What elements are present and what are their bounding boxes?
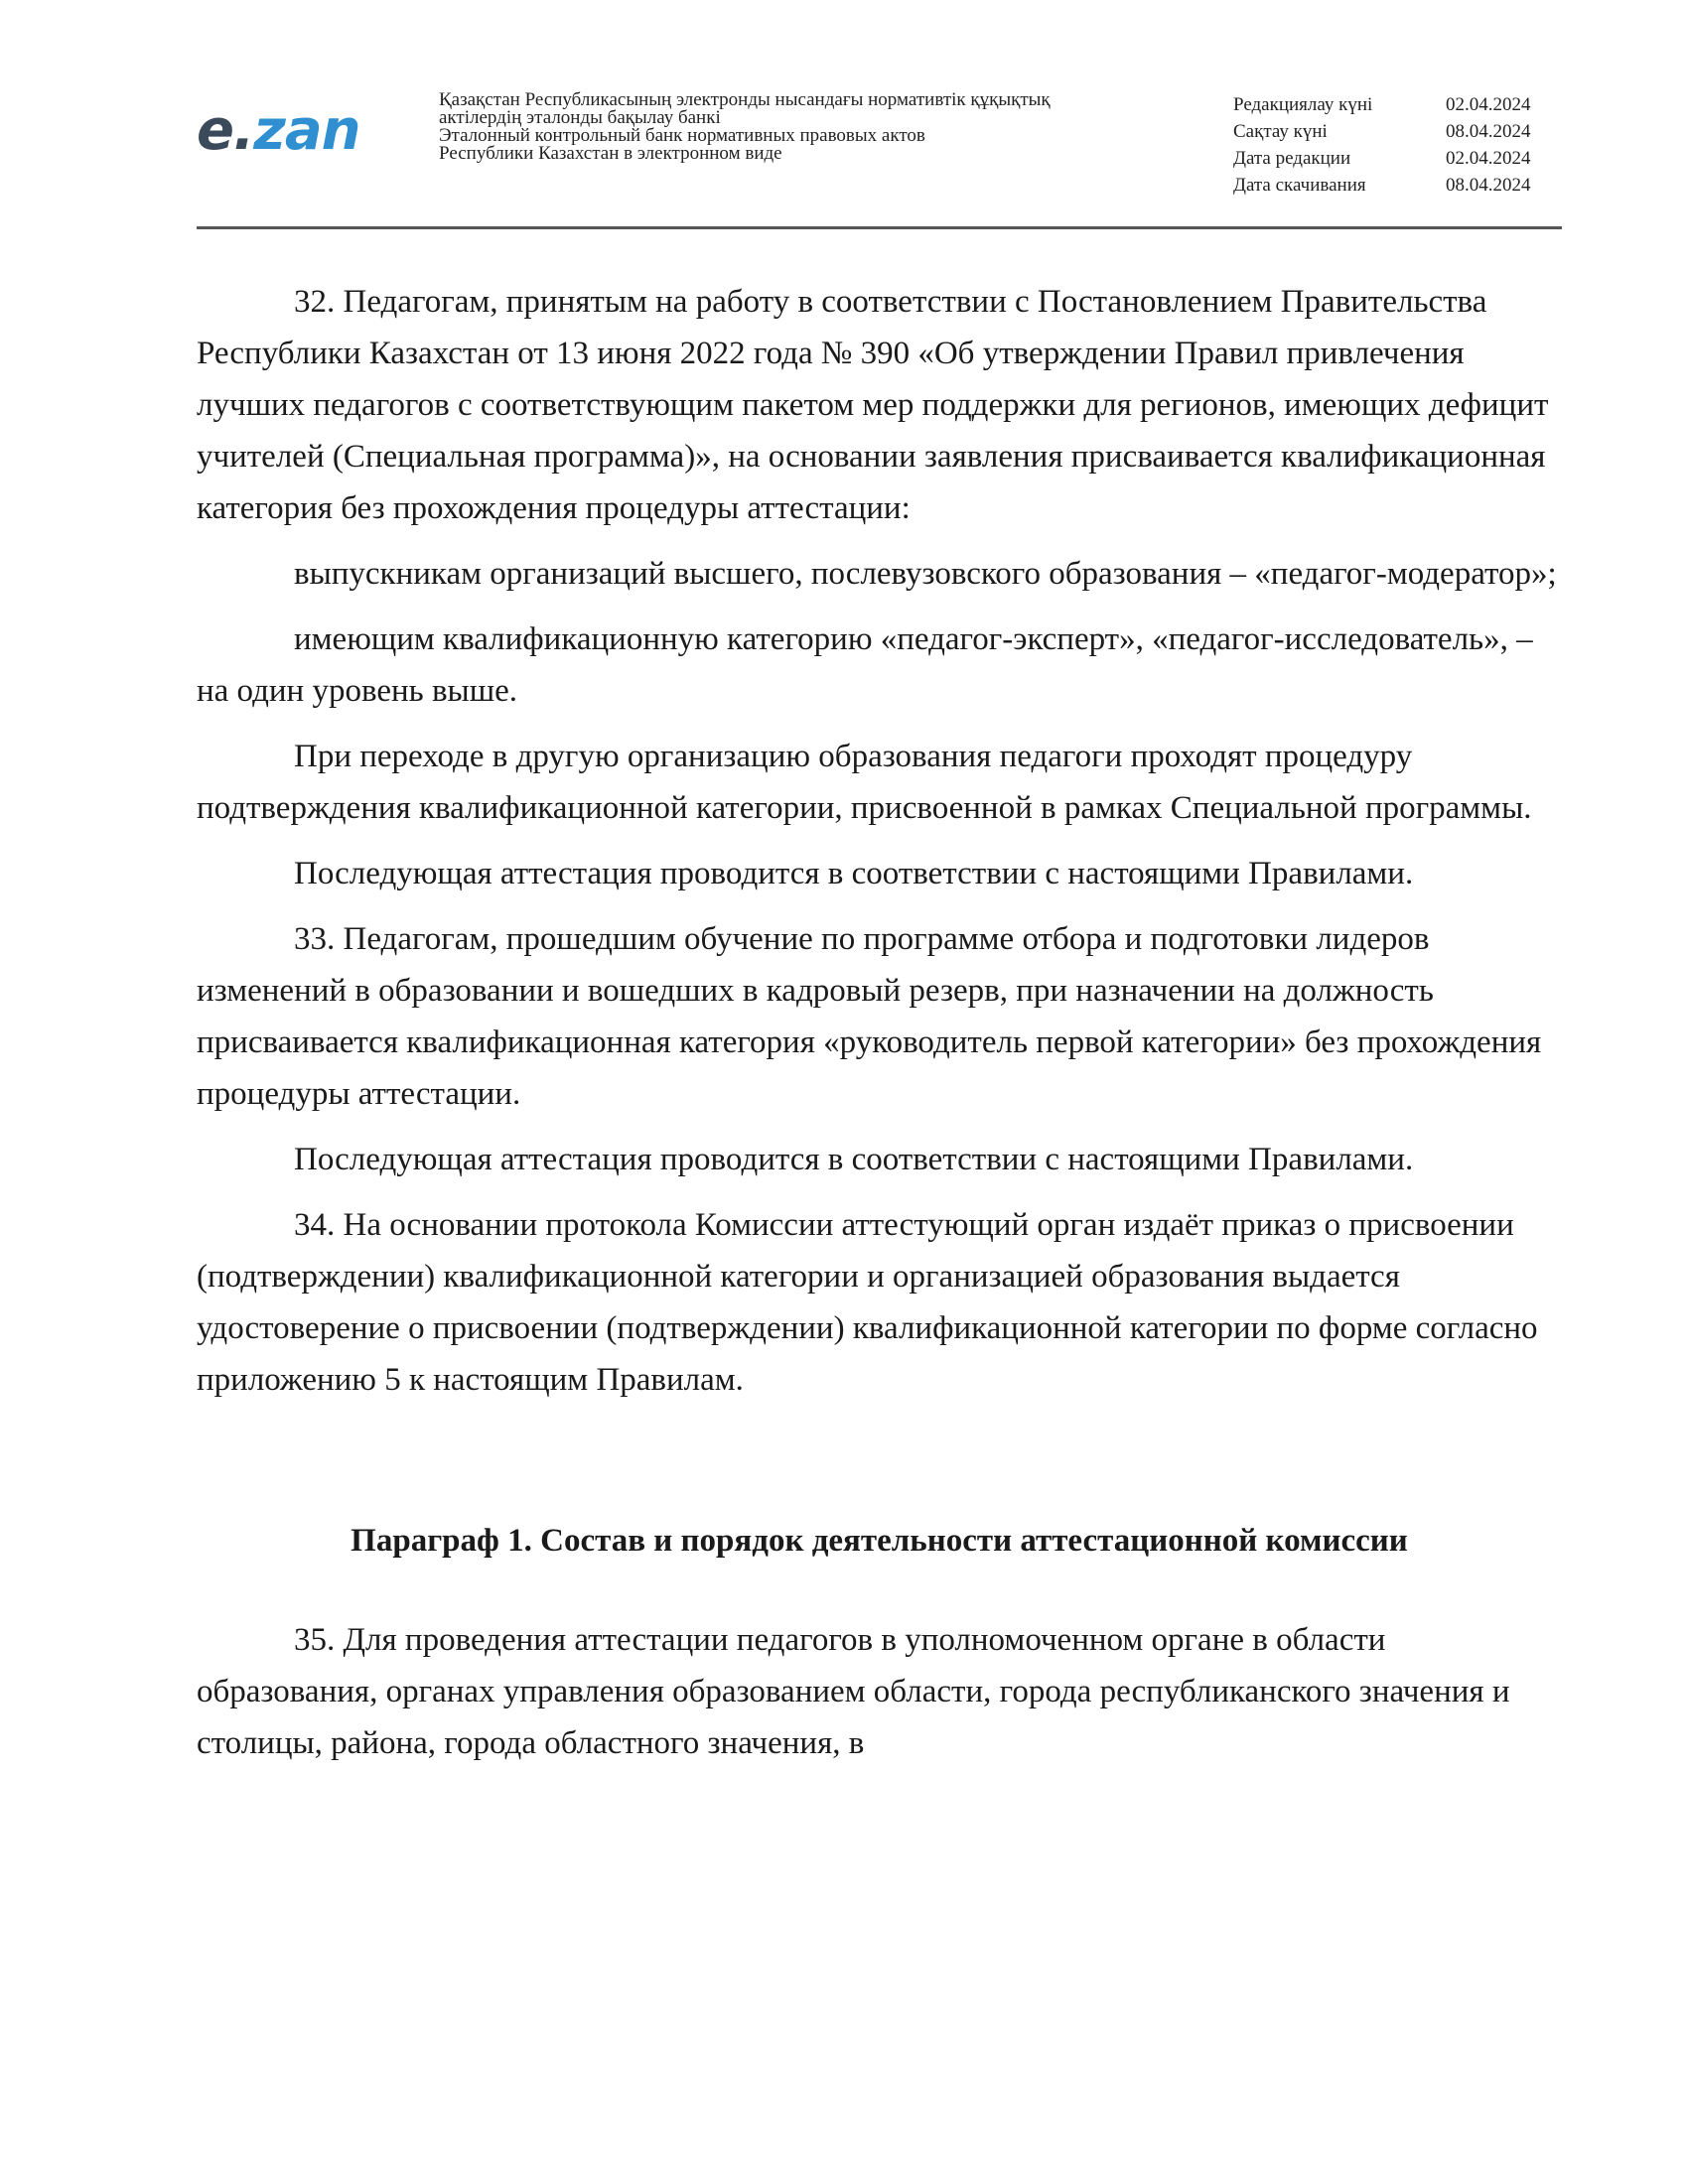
meta-label: Дата редакции [1233, 148, 1351, 169]
header-divider [197, 226, 1562, 229]
meta-label: Редакциялау күні [1233, 94, 1373, 115]
section-heading: Параграф 1. Состав и порядок деятельности аттестационной комиссии [351, 1523, 1408, 1559]
ezan-logo: e.zan [197, 98, 360, 163]
meta-row [1233, 118, 1545, 145]
paragraph-33: 33. Педагогам, прошедшим обучение по программе отбора и подготовки лидеров изменений в образовании и вошедших в кадровый резерв, при назначении на должность присваивается квалификационная категория «руководитель первой категории» без прохождения процедуры аттестации. [197, 921, 1542, 1112]
paragraph-32: 32. Педагогам, принятым на работу в соответствии с Постановлением Правительства Республики Казахстан от 13 июня 2022 года № 390 «Об утверждении Правил привлечения лучших педагогов с соответствующим пакетом мер поддержки для регионов, имеющих дефицит учителей (Специальная программа)», на основании заявления присваивается квалификационная категория без прохождения процедуры аттестации: [197, 284, 1549, 526]
document-header [197, 87, 1562, 226]
document-dates [1233, 91, 1545, 199]
meta-value: 02.04.2024 [1446, 94, 1531, 115]
bank-name-line: Қазақстан Республикасының электронды нысандағы нормативтік құқықтық [439, 89, 1051, 110]
meta-row [1233, 91, 1545, 118]
meta-label: Дата скачивания [1233, 175, 1366, 196]
meta-value: 08.04.2024 [1446, 121, 1531, 142]
meta-value: 08.04.2024 [1446, 175, 1531, 196]
bank-name-line: актілердің эталонды бақылау банкі [439, 107, 721, 128]
paragraph-32-transfer: При переходе в другую организацию образования педагоги проходят процедуру подтверждения квалификационной категории, присвоенной в рамках Специальной программы. [197, 739, 1532, 826]
paragraph-32-graduates: выпускникам организаций высшего, послевузовского образования – «педагог-модератор»; [294, 556, 1557, 592]
meta-row [1233, 145, 1545, 172]
meta-value: 02.04.2024 [1446, 148, 1531, 169]
paragraph-32-subsequent: Последующая аттестация проводится в соответствии с настоящими Правилами. [294, 856, 1414, 891]
paragraph-34: 34. На основании протокола Комиссии аттестующий орган издаёт приказ о присвоении (подтверждении) квалификационной категории и организацией образования выдается удостоверение о присвоении (подтверждении) квалификационной категории по форме согласно приложению 5 к настоящим Правилам. [197, 1207, 1538, 1398]
paragraph-35: 35. Для проведения аттестации педагогов в уполномоченном органе в области образования, органах управления образованием области, города республиканского значения и столицы, района, города областного значения, в [197, 1622, 1510, 1761]
paragraph-32-category-holders: имеющим квалификационную категорию «педагог-эксперт», «педагог-исследователь», – на один уровень выше. [197, 621, 1533, 709]
meta-label: Сақтау күні [1233, 121, 1328, 142]
paragraph-33-subsequent: Последующая аттестация проводится в соответствии с настоящими Правилами. [294, 1142, 1414, 1177]
document-body [197, 276, 1562, 1769]
bank-name [439, 91, 1174, 163]
meta-row [1233, 172, 1545, 199]
bank-name-line: Эталонный контрольный банк нормативных правовых актов [439, 125, 925, 146]
bank-name-line: Республики Казахстан в электронном виде [439, 143, 782, 164]
